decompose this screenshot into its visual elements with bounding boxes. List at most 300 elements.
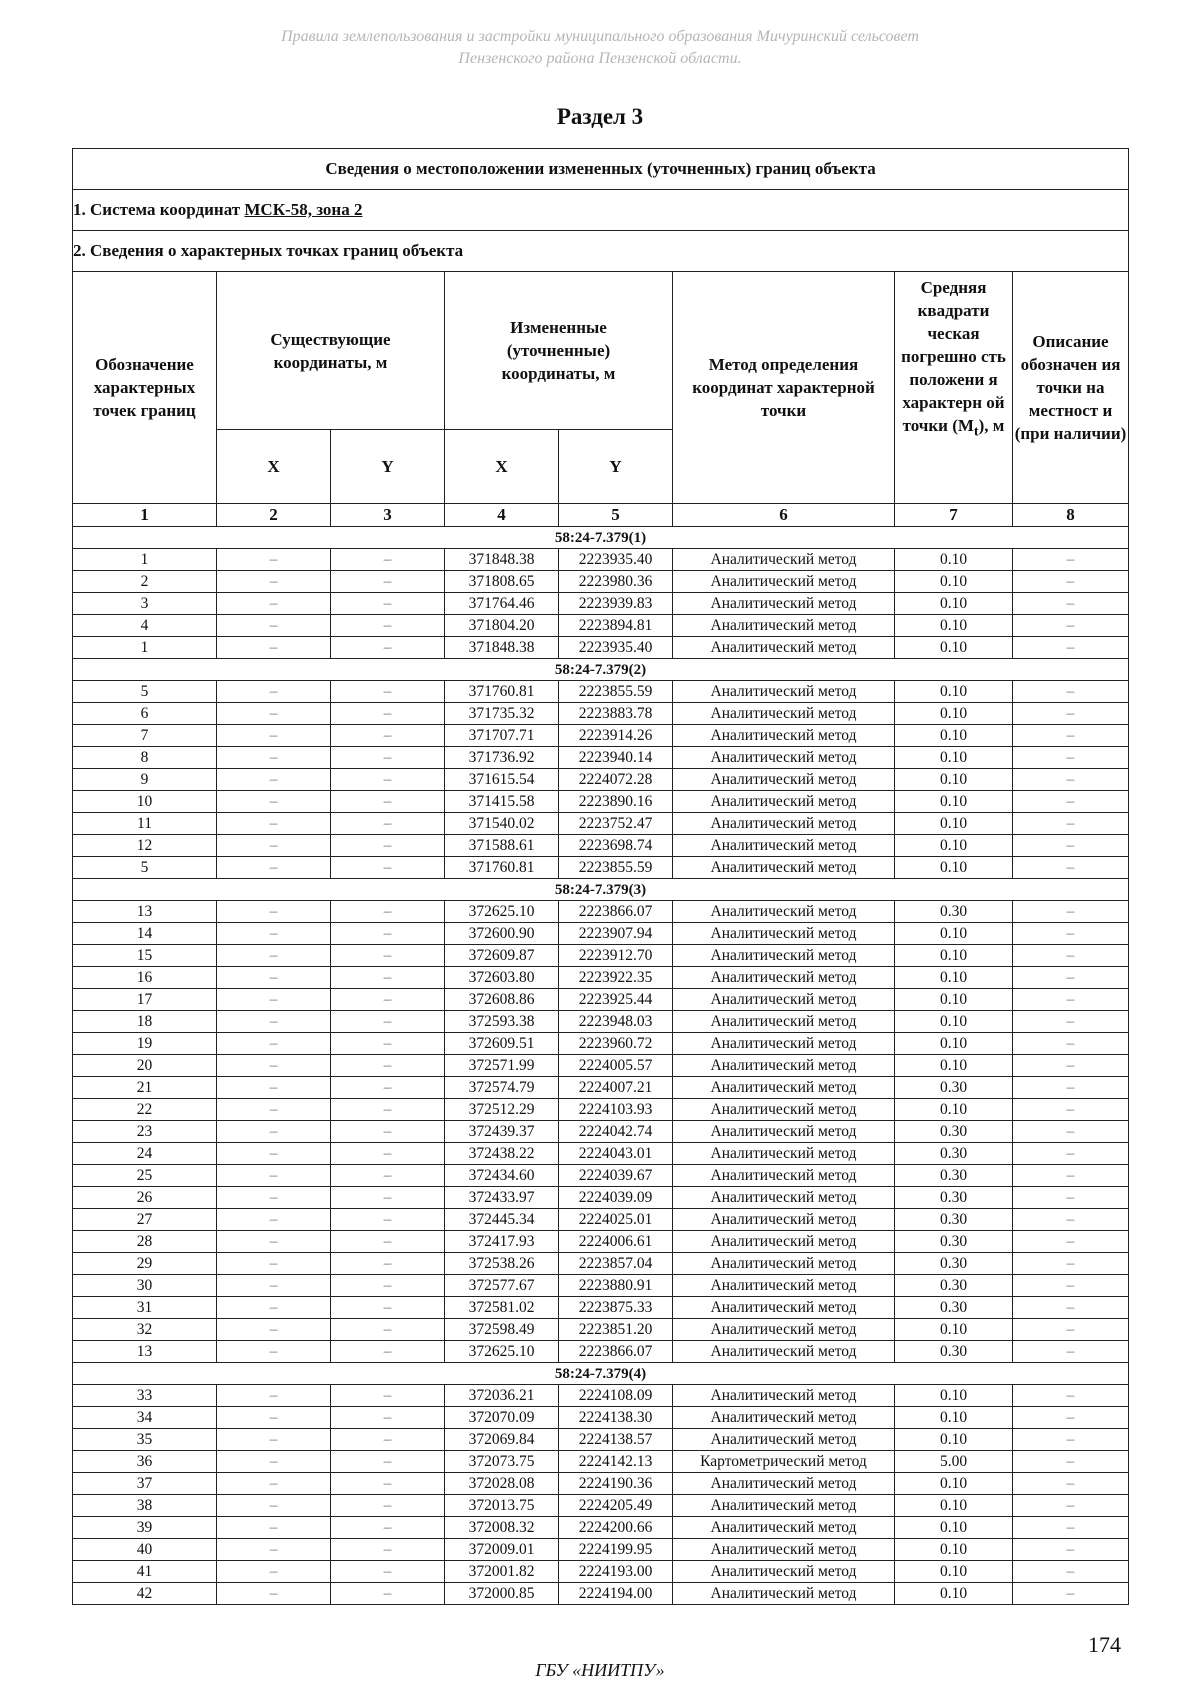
- cell-description: –: [1013, 835, 1129, 857]
- cell-rms-error: 0.30: [895, 1253, 1013, 1275]
- cell-description: –: [1013, 1561, 1129, 1583]
- cell-existing-x: –: [217, 791, 331, 813]
- cell-point-number: 30: [73, 1275, 217, 1297]
- cell-changed-y: 2223698.74: [559, 835, 673, 857]
- cell-rms-error: 0.10: [895, 923, 1013, 945]
- cell-existing-y: –: [331, 1209, 445, 1231]
- group-name: 58:24-7.379(4): [73, 1363, 1129, 1385]
- table-row: [73, 1539, 1129, 1561]
- cell-existing-y: –: [331, 1187, 445, 1209]
- cell-rms-error: 0.10: [895, 681, 1013, 703]
- running-header-line2: Пензенского района Пензенской области.: [458, 50, 742, 67]
- cell-existing-x: –: [217, 615, 331, 637]
- cell-changed-x: 371588.61: [445, 835, 559, 857]
- cell-changed-x: 372571.99: [445, 1055, 559, 1077]
- cell-changed-y: 2224199.95: [559, 1539, 673, 1561]
- cell-point-number: 11: [73, 813, 217, 835]
- cell-changed-x: 371848.38: [445, 549, 559, 571]
- cell-existing-y: –: [331, 747, 445, 769]
- cell-point-number: 16: [73, 967, 217, 989]
- cell-changed-y: 2224043.01: [559, 1143, 673, 1165]
- cell-existing-x: –: [217, 1407, 331, 1429]
- cell-method: Аналитический метод: [673, 1341, 895, 1363]
- page-number: 174: [1088, 1632, 1121, 1657]
- cell-changed-y: 2223883.78: [559, 703, 673, 725]
- cell-existing-x: –: [217, 1341, 331, 1363]
- cell-method: Аналитический метод: [673, 1297, 895, 1319]
- group-name: 58:24-7.379(1): [73, 527, 1129, 549]
- cell-description: –: [1013, 813, 1129, 835]
- cell-changed-x: 372008.32: [445, 1517, 559, 1539]
- group-header-row: [73, 659, 1129, 681]
- table-row: [73, 747, 1129, 769]
- cell-changed-x: 372593.38: [445, 1011, 559, 1033]
- cell-point-number: 39: [73, 1517, 217, 1539]
- cell-changed-x: 372438.22: [445, 1143, 559, 1165]
- cell-rms-error: 0.30: [895, 1209, 1013, 1231]
- cell-method: Аналитический метод: [673, 1429, 895, 1451]
- cell-rms-error: 0.10: [895, 1429, 1013, 1451]
- cell-changed-x: 372581.02: [445, 1297, 559, 1319]
- cell-changed-x: 372070.09: [445, 1407, 559, 1429]
- table-body: [73, 527, 1129, 1605]
- cell-description: –: [1013, 615, 1129, 637]
- table-row: [73, 1033, 1129, 1055]
- cell-existing-y: –: [331, 593, 445, 615]
- cell-changed-y: 2224138.30: [559, 1407, 673, 1429]
- cell-existing-y: –: [331, 1231, 445, 1253]
- cell-rms-error: 5.00: [895, 1451, 1013, 1473]
- cell-changed-x: 372028.08: [445, 1473, 559, 1495]
- cell-changed-x: 372625.10: [445, 901, 559, 923]
- cell-existing-y: –: [331, 1341, 445, 1363]
- cell-description: –: [1013, 681, 1129, 703]
- table-row: [73, 1341, 1129, 1363]
- cell-changed-y: 2224007.21: [559, 1077, 673, 1099]
- cell-rms-error: 0.10: [895, 835, 1013, 857]
- cell-existing-y: –: [331, 1121, 445, 1143]
- cell-method: Аналитический метод: [673, 1495, 895, 1517]
- cell-rms-error: 0.30: [895, 1121, 1013, 1143]
- cell-changed-y: 2223855.59: [559, 857, 673, 879]
- table-row: [73, 923, 1129, 945]
- table-row: [73, 637, 1129, 659]
- cell-method: Аналитический метод: [673, 1539, 895, 1561]
- cell-existing-y: –: [331, 769, 445, 791]
- table-row: [73, 1429, 1129, 1451]
- cell-changed-x: 372439.37: [445, 1121, 559, 1143]
- cell-changed-x: 371764.46: [445, 593, 559, 615]
- column-number: 2: [217, 504, 331, 527]
- column-number: 5: [559, 504, 673, 527]
- cell-changed-x: 372609.51: [445, 1033, 559, 1055]
- cell-existing-x: –: [217, 967, 331, 989]
- cell-rms-error: 0.10: [895, 549, 1013, 571]
- cell-rms-error: 0.30: [895, 1231, 1013, 1253]
- cell-existing-y: –: [331, 857, 445, 879]
- cell-point-number: 13: [73, 1341, 217, 1363]
- group-header-row: [73, 879, 1129, 901]
- cell-rms-error: 0.30: [895, 1187, 1013, 1209]
- cell-method: Аналитический метод: [673, 857, 895, 879]
- cell-existing-y: –: [331, 1517, 445, 1539]
- cell-changed-y: 2223875.33: [559, 1297, 673, 1319]
- cell-existing-x: –: [217, 1473, 331, 1495]
- points-label: 2. Сведения о характерных точках границ объекта: [73, 231, 1129, 272]
- cell-rms-error: 0.10: [895, 1319, 1013, 1341]
- cell-existing-x: –: [217, 1517, 331, 1539]
- cell-rms-error: 0.10: [895, 1011, 1013, 1033]
- cell-method: Аналитический метод: [673, 1143, 895, 1165]
- cell-existing-x: –: [217, 769, 331, 791]
- cell-point-number: 20: [73, 1055, 217, 1077]
- cell-changed-y: 2224200.66: [559, 1517, 673, 1539]
- cell-changed-y: 2224103.93: [559, 1099, 673, 1121]
- cell-changed-y: 2224193.00: [559, 1561, 673, 1583]
- coord-system-row: [73, 190, 1129, 231]
- cell-changed-x: 371808.65: [445, 571, 559, 593]
- cell-method: Аналитический метод: [673, 1209, 895, 1231]
- cell-changed-x: 371540.02: [445, 813, 559, 835]
- cell-rms-error: 0.10: [895, 1517, 1013, 1539]
- cell-existing-y: –: [331, 1253, 445, 1275]
- cell-method: Аналитический метод: [673, 681, 895, 703]
- cell-method: Аналитический метод: [673, 1253, 895, 1275]
- cell-point-number: 12: [73, 835, 217, 857]
- cell-changed-x: 371735.32: [445, 703, 559, 725]
- cell-rms-error: 0.30: [895, 1297, 1013, 1319]
- cell-existing-x: –: [217, 571, 331, 593]
- cell-description: –: [1013, 1385, 1129, 1407]
- cell-changed-y: 2224039.09: [559, 1187, 673, 1209]
- cell-point-number: 22: [73, 1099, 217, 1121]
- table-row: [73, 1275, 1129, 1297]
- cell-existing-y: –: [331, 813, 445, 835]
- coord-system-label: 1. Система координат: [73, 200, 245, 219]
- cell-existing-y: –: [331, 1495, 445, 1517]
- cell-description: –: [1013, 1539, 1129, 1561]
- table-row: [73, 1451, 1129, 1473]
- cell-changed-x: 371415.58: [445, 791, 559, 813]
- cell-existing-x: –: [217, 1011, 331, 1033]
- cell-changed-x: 372433.97: [445, 1187, 559, 1209]
- cell-changed-x: 371615.54: [445, 769, 559, 791]
- table-row: [73, 725, 1129, 747]
- cell-changed-y: 2223866.07: [559, 1341, 673, 1363]
- footer: ГБУ «НИИТПУ»: [535, 1660, 665, 1680]
- cell-description: –: [1013, 901, 1129, 923]
- cell-point-number: 28: [73, 1231, 217, 1253]
- cell-description: –: [1013, 1495, 1129, 1517]
- cell-changed-y: 2224205.49: [559, 1495, 673, 1517]
- cell-changed-x: 372512.29: [445, 1099, 559, 1121]
- cell-description: –: [1013, 791, 1129, 813]
- cell-existing-y: –: [331, 791, 445, 813]
- cell-method: Аналитический метод: [673, 1099, 895, 1121]
- cell-point-number: 38: [73, 1495, 217, 1517]
- group-header-row: [73, 1363, 1129, 1385]
- table-row: [73, 1165, 1129, 1187]
- header-method: Метод определения координат характерной точки: [673, 272, 895, 504]
- cell-existing-x: –: [217, 923, 331, 945]
- cell-existing-y: –: [331, 637, 445, 659]
- cell-description: –: [1013, 967, 1129, 989]
- cell-changed-x: 372036.21: [445, 1385, 559, 1407]
- column-number-row: [73, 504, 1129, 527]
- cell-existing-x: –: [217, 703, 331, 725]
- cell-description: –: [1013, 1341, 1129, 1363]
- cell-method: Аналитический метод: [673, 967, 895, 989]
- cell-description: –: [1013, 1253, 1129, 1275]
- cell-rms-error: 0.30: [895, 1341, 1013, 1363]
- header-rms-error-text: Средняя квадрати ческая погрешно сть положени я характерн ой точки $(M_t)$, м: [901, 278, 1006, 440]
- table-row: [73, 835, 1129, 857]
- cell-changed-y: 2223890.16: [559, 791, 673, 813]
- group-header-row: [73, 527, 1129, 549]
- cell-existing-x: –: [217, 1429, 331, 1451]
- cell-existing-x: –: [217, 1451, 331, 1473]
- cell-changed-y: 2223851.20: [559, 1319, 673, 1341]
- cell-method: Аналитический метод: [673, 791, 895, 813]
- table-row: [73, 791, 1129, 813]
- cell-existing-y: –: [331, 1451, 445, 1473]
- cell-description: –: [1013, 1583, 1129, 1605]
- cell-description: –: [1013, 549, 1129, 571]
- cell-changed-x: 372069.84: [445, 1429, 559, 1451]
- cell-rms-error: 0.10: [895, 593, 1013, 615]
- cell-changed-x: 371760.81: [445, 857, 559, 879]
- table-row: [73, 967, 1129, 989]
- cell-description: –: [1013, 923, 1129, 945]
- cell-point-number: 9: [73, 769, 217, 791]
- table-row: [73, 1209, 1129, 1231]
- cell-changed-x: 372001.82: [445, 1561, 559, 1583]
- cell-existing-x: –: [217, 945, 331, 967]
- cell-changed-x: 372609.87: [445, 945, 559, 967]
- cell-existing-x: –: [217, 1495, 331, 1517]
- cell-method: Аналитический метод: [673, 1275, 895, 1297]
- cell-changed-x: 372000.85: [445, 1583, 559, 1605]
- cell-existing-y: –: [331, 923, 445, 945]
- cell-point-number: 18: [73, 1011, 217, 1033]
- cell-method: Картометрический метод: [673, 1451, 895, 1473]
- cell-method: Аналитический метод: [673, 945, 895, 967]
- column-number: 8: [1013, 504, 1129, 527]
- table-row: [73, 1473, 1129, 1495]
- cell-description: –: [1013, 769, 1129, 791]
- cell-method: Аналитический метод: [673, 901, 895, 923]
- cell-method: Аналитический метод: [673, 1583, 895, 1605]
- cell-existing-x: –: [217, 835, 331, 857]
- cell-changed-y: 2223925.44: [559, 989, 673, 1011]
- cell-method: Аналитический метод: [673, 1231, 895, 1253]
- cell-description: –: [1013, 1319, 1129, 1341]
- cell-existing-x: –: [217, 1231, 331, 1253]
- cell-existing-y: –: [331, 571, 445, 593]
- cell-point-number: 40: [73, 1539, 217, 1561]
- column-number: 4: [445, 504, 559, 527]
- cell-point-number: 23: [73, 1121, 217, 1143]
- cell-changed-y: 2224039.67: [559, 1165, 673, 1187]
- cell-existing-x: –: [217, 1561, 331, 1583]
- cell-point-number: 26: [73, 1187, 217, 1209]
- cell-rms-error: 0.10: [895, 1583, 1013, 1605]
- cell-method: Аналитический метод: [673, 1033, 895, 1055]
- table-row: [73, 1319, 1129, 1341]
- cell-existing-y: –: [331, 901, 445, 923]
- cell-existing-x: –: [217, 637, 331, 659]
- cell-point-number: 27: [73, 1209, 217, 1231]
- table-row: [73, 1231, 1129, 1253]
- cell-method: Аналитический метод: [673, 1517, 895, 1539]
- cell-existing-y: –: [331, 1407, 445, 1429]
- cell-changed-y: 2223880.91: [559, 1275, 673, 1297]
- cell-existing-y: –: [331, 1319, 445, 1341]
- header-rms-error: [895, 272, 1013, 504]
- cell-point-number: 2: [73, 571, 217, 593]
- cell-existing-y: –: [331, 1385, 445, 1407]
- cell-existing-x: –: [217, 1165, 331, 1187]
- cell-existing-y: –: [331, 1473, 445, 1495]
- cell-rms-error: 0.30: [895, 1165, 1013, 1187]
- cell-changed-x: 372574.79: [445, 1077, 559, 1099]
- cell-point-number: 29: [73, 1253, 217, 1275]
- cell-point-number: 24: [73, 1143, 217, 1165]
- cell-changed-y: 2223857.04: [559, 1253, 673, 1275]
- cell-rms-error: 0.30: [895, 1077, 1013, 1099]
- cell-rms-error: 0.10: [895, 945, 1013, 967]
- cell-existing-x: –: [217, 1121, 331, 1143]
- cell-changed-x: 371736.92: [445, 747, 559, 769]
- cell-description: –: [1013, 1517, 1129, 1539]
- cell-rms-error: 0.10: [895, 1495, 1013, 1517]
- cell-rms-error: 0.10: [895, 1561, 1013, 1583]
- table-row: [73, 1297, 1129, 1319]
- cell-changed-x: 372603.80: [445, 967, 559, 989]
- cell-method: Аналитический метод: [673, 615, 895, 637]
- cell-description: –: [1013, 1099, 1129, 1121]
- column-number: 7: [895, 504, 1013, 527]
- cell-existing-y: –: [331, 989, 445, 1011]
- cell-existing-y: –: [331, 1583, 445, 1605]
- cell-existing-y: –: [331, 1011, 445, 1033]
- table-row: [73, 1143, 1129, 1165]
- cell-point-number: 10: [73, 791, 217, 813]
- cell-rms-error: 0.10: [895, 857, 1013, 879]
- cell-existing-y: –: [331, 1143, 445, 1165]
- cell-point-number: 37: [73, 1473, 217, 1495]
- cell-description: –: [1013, 725, 1129, 747]
- cell-rms-error: 0.10: [895, 791, 1013, 813]
- cell-changed-x: 372009.01: [445, 1539, 559, 1561]
- cell-existing-y: –: [331, 1165, 445, 1187]
- cell-changed-x: 372598.49: [445, 1319, 559, 1341]
- cell-method: Аналитический метод: [673, 593, 895, 615]
- cell-existing-x: –: [217, 1385, 331, 1407]
- header-changed-coords: Измененные (уточненные) координаты, м: [445, 272, 673, 430]
- cell-method: Аналитический метод: [673, 1077, 895, 1099]
- table-row: [73, 1077, 1129, 1099]
- cell-existing-y: –: [331, 967, 445, 989]
- cell-existing-x: –: [217, 1275, 331, 1297]
- cell-rms-error: 0.10: [895, 637, 1013, 659]
- cell-method: Аналитический метод: [673, 1055, 895, 1077]
- cell-changed-y: 2223907.94: [559, 923, 673, 945]
- cell-changed-y: 2223935.40: [559, 637, 673, 659]
- cell-description: –: [1013, 747, 1129, 769]
- cell-rms-error: 0.10: [895, 769, 1013, 791]
- table-row: [73, 1561, 1129, 1583]
- cell-description: –: [1013, 945, 1129, 967]
- cell-method: Аналитический метод: [673, 1187, 895, 1209]
- cell-description: –: [1013, 1055, 1129, 1077]
- cell-rms-error: 0.10: [895, 725, 1013, 747]
- cell-point-number: 5: [73, 681, 217, 703]
- cell-existing-x: –: [217, 857, 331, 879]
- cell-description: –: [1013, 1187, 1129, 1209]
- cell-existing-x: –: [217, 593, 331, 615]
- table-row: [73, 615, 1129, 637]
- cell-changed-y: 2224072.28: [559, 769, 673, 791]
- running-header: [0, 26, 1200, 70]
- running-header-line1: Правила землепользования и застройки муниципального образования Мичуринский сельсовет: [281, 28, 919, 45]
- table-row: [73, 901, 1129, 923]
- cell-changed-x: 371760.81: [445, 681, 559, 703]
- cell-existing-x: –: [217, 1077, 331, 1099]
- cell-rms-error: 0.10: [895, 967, 1013, 989]
- column-number: 6: [673, 504, 895, 527]
- header-existing-y: Y: [331, 430, 445, 504]
- cell-existing-x: –: [217, 1297, 331, 1319]
- section-title: Раздел 3: [556, 104, 644, 129]
- coord-system-value: МСК-58, зона 2: [244, 200, 363, 219]
- cell-changed-y: 2223914.26: [559, 725, 673, 747]
- cell-changed-x: 372445.34: [445, 1209, 559, 1231]
- cell-changed-y: 2223922.35: [559, 967, 673, 989]
- cell-changed-y: 2224108.09: [559, 1385, 673, 1407]
- cell-method: Аналитический метод: [673, 813, 895, 835]
- table-row: [73, 1253, 1129, 1275]
- cell-existing-y: –: [331, 1561, 445, 1583]
- cell-changed-y: 2224006.61: [559, 1231, 673, 1253]
- cell-existing-x: –: [217, 1055, 331, 1077]
- table-title: Сведения о местоположении измененных (уточненных) границ объекта: [73, 149, 1129, 190]
- cell-rms-error: 0.10: [895, 571, 1013, 593]
- cell-point-number: 33: [73, 1385, 217, 1407]
- cell-existing-y: –: [331, 1099, 445, 1121]
- table-row: [73, 989, 1129, 1011]
- cell-existing-x: –: [217, 901, 331, 923]
- cell-changed-y: 2223866.07: [559, 901, 673, 923]
- cell-method: Аналитический метод: [673, 1319, 895, 1341]
- cell-existing-x: –: [217, 681, 331, 703]
- cell-existing-y: –: [331, 835, 445, 857]
- cell-existing-y: –: [331, 1077, 445, 1099]
- cell-point-number: 41: [73, 1561, 217, 1583]
- cell-changed-y: 2223752.47: [559, 813, 673, 835]
- cell-method: Аналитический метод: [673, 1407, 895, 1429]
- cell-existing-y: –: [331, 681, 445, 703]
- cell-rms-error: 0.30: [895, 901, 1013, 923]
- table-row: [73, 1517, 1129, 1539]
- header-point-designation: Обозначение характерных точек границ: [73, 272, 217, 504]
- cell-method: Аналитический метод: [673, 989, 895, 1011]
- cell-point-number: 1: [73, 549, 217, 571]
- cell-rms-error: 0.10: [895, 1055, 1013, 1077]
- column-number: 1: [73, 504, 217, 527]
- cell-existing-x: –: [217, 1187, 331, 1209]
- table-row: [73, 945, 1129, 967]
